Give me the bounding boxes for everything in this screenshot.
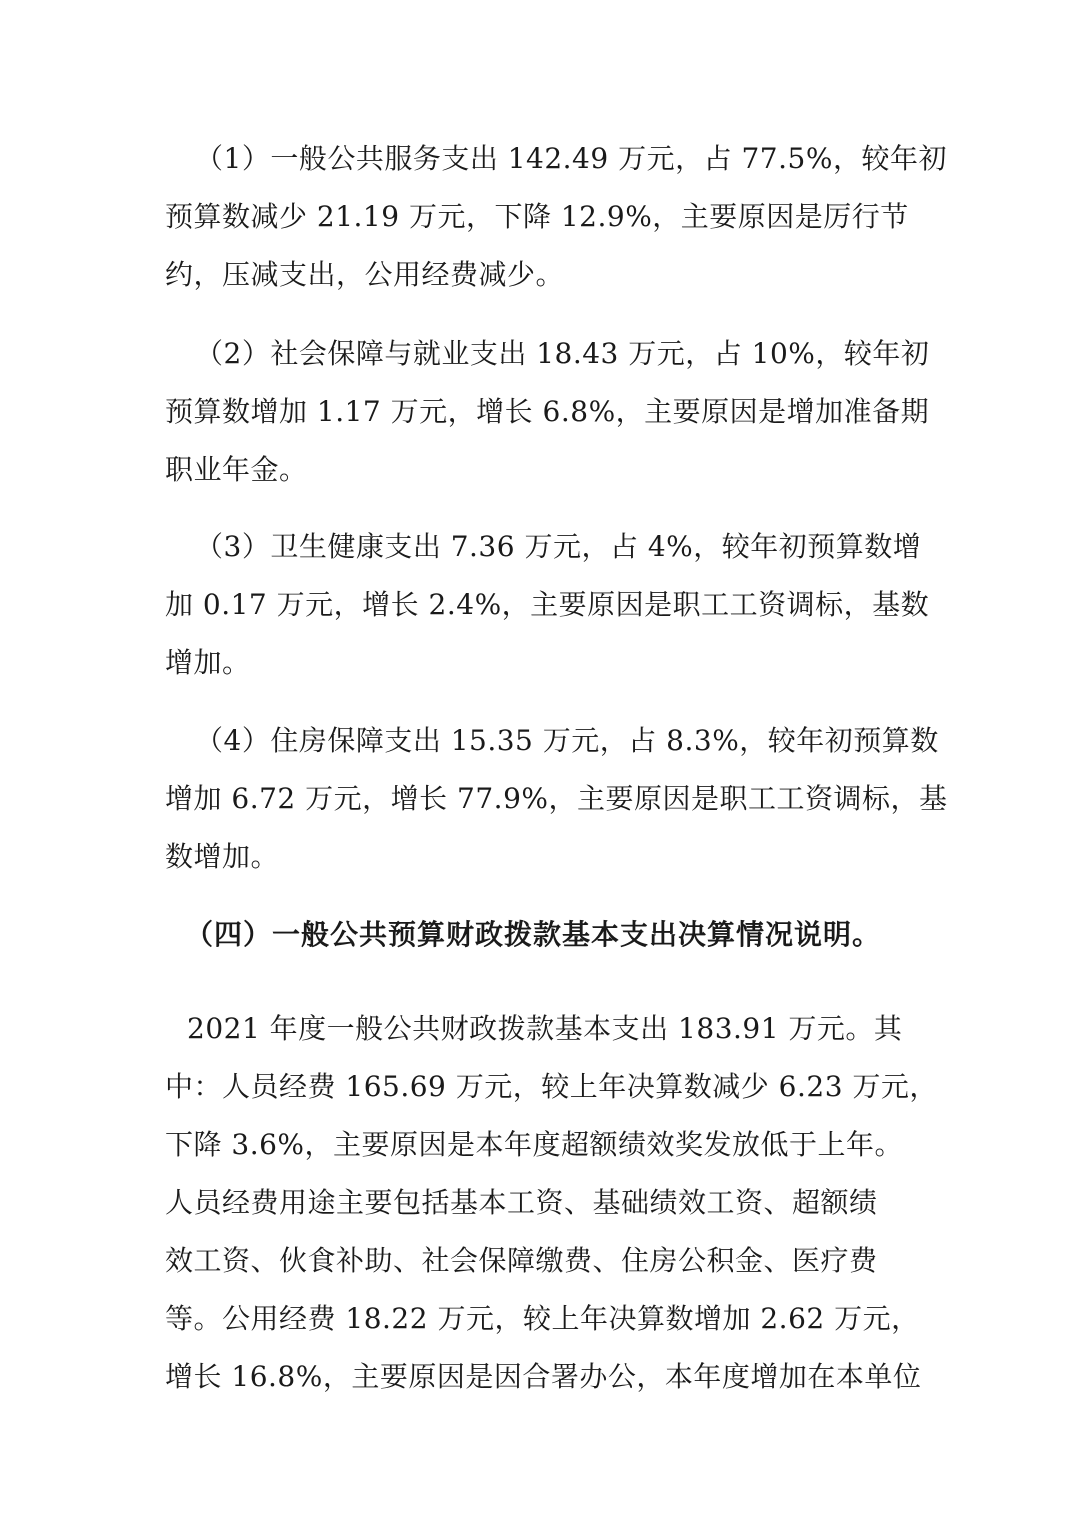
text-line: 职业年金。 — [165, 453, 308, 486]
paragraph-health — [165, 518, 930, 692]
text-line: 数增加。 — [165, 840, 280, 873]
paragraph-general-public-services — [165, 130, 947, 304]
text-line: （2）社会保障与就业支出 18.43 万元，占 10%，较年初 — [195, 337, 930, 370]
text-line: 约，压减支出，公用经费减少。 — [165, 258, 565, 291]
text-line: 下降 3.6%，主要原因是本年度超额绩效奖发放低于上年。 — [165, 1128, 904, 1161]
text-line: 增长 16.8%，主要原因是因合署办公，本年度增加在本单位 — [165, 1360, 922, 1393]
text-line: 加 0.17 万元，增长 2.4%，主要原因是职工工资调标，基数 — [165, 588, 930, 621]
text-line: （4）住房保障支出 15.35 万元，占 8.3%，较年初预算数 — [195, 724, 939, 757]
paragraph-social-security — [165, 325, 930, 499]
text-line: 预算数增加 1.17 万元，增长 6.8%，主要原因是增加准备期 — [165, 395, 930, 428]
text-line: （1）一般公共服务支出 142.49 万元，占 77.5%，较年初 — [195, 142, 947, 175]
section-heading: （四）一般公共预算财政拨款基本支出决算情况说明。 — [185, 918, 882, 951]
paragraph-basic-expenditure — [165, 1000, 938, 1406]
paragraph-housing — [165, 712, 948, 886]
text-line: 中：人员经费 165.69 万元，较上年决算数减少 6.23 万元， — [165, 1070, 938, 1103]
text-line: 预算数减少 21.19 万元，下降 12.9%，主要原因是厉行节 — [165, 200, 909, 233]
text-line: （3）卫生健康支出 7.36 万元，占 4%，较年初预算数增 — [195, 530, 922, 563]
text-line: 等。公用经费 18.22 万元，较上年决算数增加 2.62 万元， — [165, 1302, 920, 1335]
text-line: 2021 年度一般公共财政拨款基本支出 183.91 万元。其 — [187, 1012, 903, 1045]
text-line: 增加 6.72 万元，增长 77.9%，主要原因是职工工资调标，基 — [165, 782, 948, 815]
section-heading-block — [165, 906, 910, 964]
text-line: 增加。 — [165, 646, 251, 679]
text-line: 人员经费用途主要包括基本工资、基础绩效工资、超额绩 — [165, 1186, 878, 1219]
text-line: 效工资、伙食补助、社会保障缴费、住房公积金、医疗费 — [165, 1244, 878, 1277]
